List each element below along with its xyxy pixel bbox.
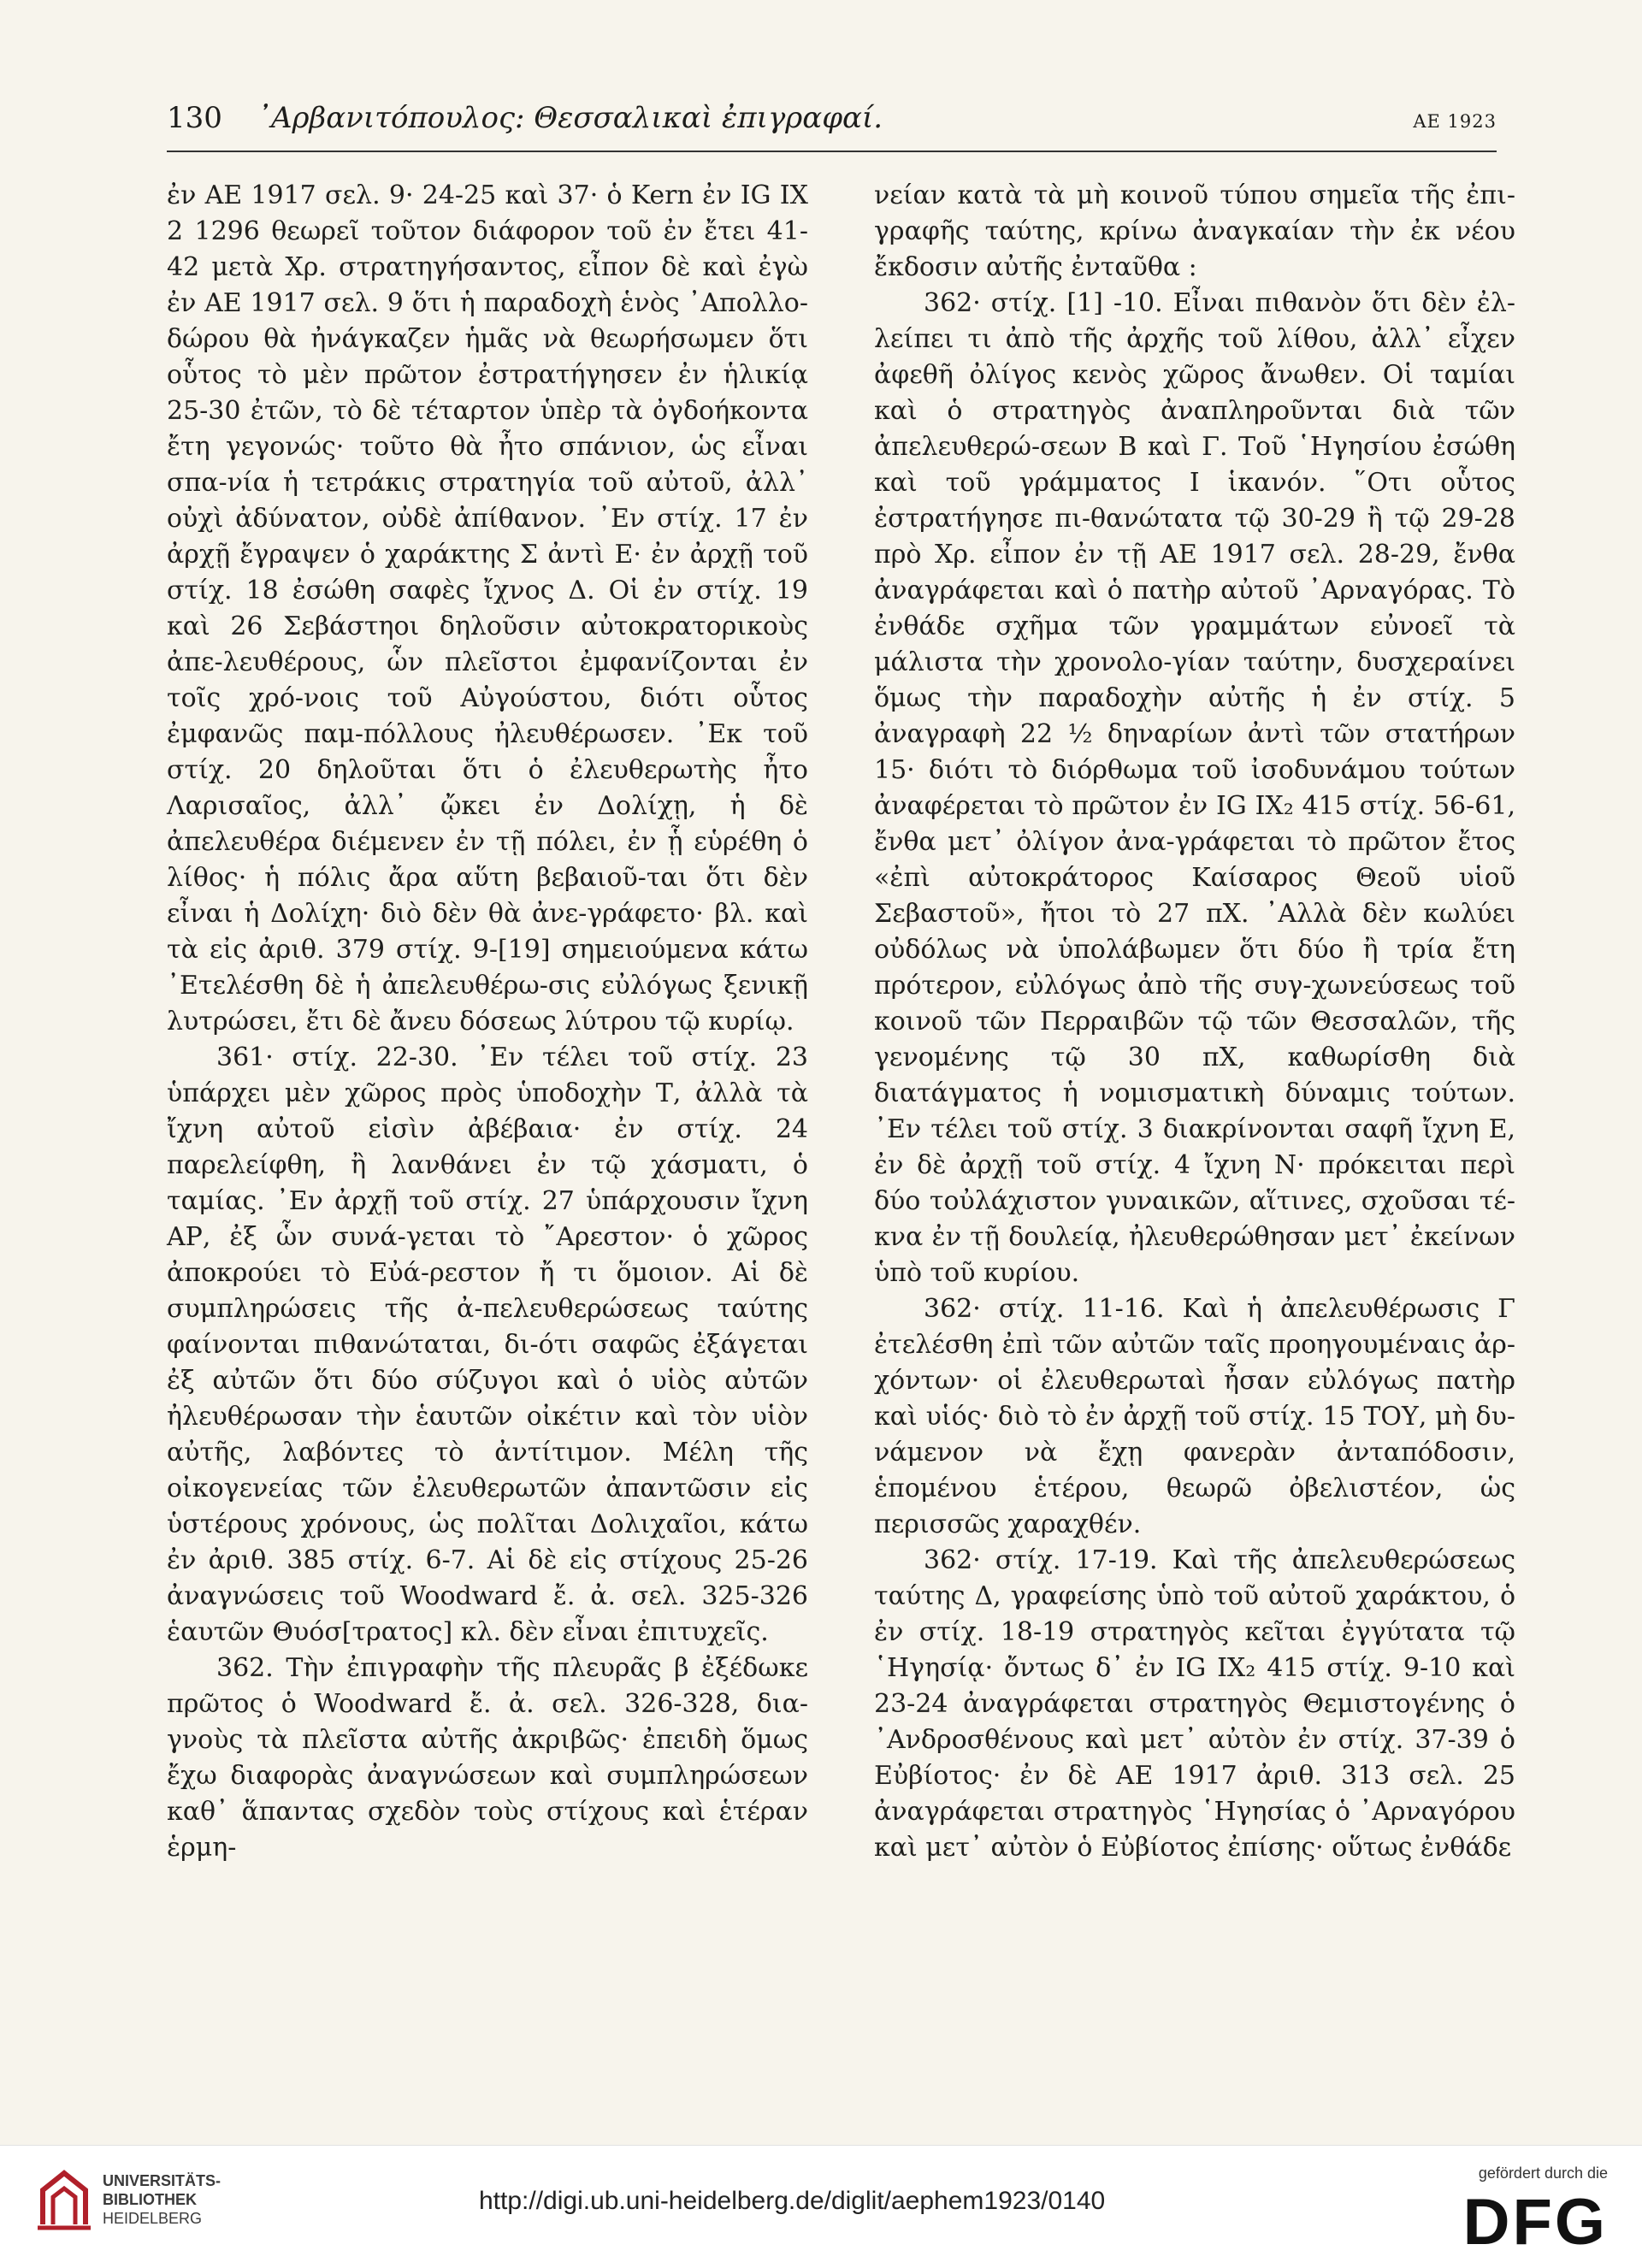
- library-name-line: UNIVERSITÄTS-: [103, 2172, 221, 2189]
- library-name-line: HEIDELBERG: [103, 2210, 203, 2227]
- paragraph: νείαν κατὰ τὰ μὴ κοινοῦ τύπου σημεῖα τῆς ἐπι-γραφῆς ταύτης, κρίνω ἀναγκαίαν τὴν ἐκ νέου ἔκδοσιν αὐτῆς ἐνταῦθα :: [874, 180, 1515, 282]
- paragraph: 362· στίχ. 11-16. Καὶ ἡ ἀπελευθέρωσις Γ ἐτελέσθη ἐπὶ τῶν αὐτῶν ταῖς προηγουμέναις ἀρ-χόντων· οἱ ἐλευθερωταὶ ἦσαν εὐλόγως πατὴρ καὶ υἱός· διὸ τὸ ἐν ἀρχῇ τοῦ στίχ. 15 ΤΟΥ, μὴ δυ-νάμενον νὰ ἔχῃ φανερὰν ἀνταπόδοσιν, ἑπομένου ἑτέρου, θεωρῶ ὀβελιστέον, ὡς περισσῶς χαραχθέν.: [874, 1294, 1515, 1539]
- university-library-logo-icon: [34, 2165, 94, 2233]
- page-header: [167, 101, 1497, 152]
- journal-reference: ΑΕ 1923: [1413, 111, 1497, 132]
- paragraph: ἐν ΑΕ 1917 σελ. 9· 24-25 καὶ 37· ὁ Kern ἐν IG IX 2 1296 θεωρεῖ τοῦτον διάφορον τοῦ ἐν ἔτει 41-42 μετὰ Χρ. στρατηγήσαντος, εἶπον δὲ καὶ ἐγὼ ἐν ΑΕ 1917 σελ. 9 ὅτι ἡ παραδοχὴ ἑνὸς ᾿Απολλο-δώρου θὰ ἠνάγκαζεν ἡμᾶς νὰ θεωρήσωμεν ὅτι οὗτος τὸ μὲν πρῶτον ἐστρατήγησεν ἐν ἡλικίᾳ 25-30 ἐτῶν, τὸ δὲ τέταρτον ὑπὲρ τὰ ὀγδοήκοντα ἔτη γεγονώς· τοῦτο θὰ ἦτο σπάνιον, ὡς εἶναι σπα-νία ἡ τετράκις στρατηγία τοῦ αὐτοῦ, ἀλλ᾿ οὐχὶ ἀδύνατον, οὐδὲ ἀπίθανον. ᾿Εν στίχ. 17 ἐν ἀρχῇ ἔγραψεν ὁ χαράκτης Σ ἀντὶ Ε· ἐν ἀρχῇ τοῦ στίχ. 18 ἐσώθη σαφὲς ἴχνος Δ. Οἱ ἐν στίχ. 19 καὶ 26 Σεβάστηοι δηλοῦσιν αὐτοκρατορικοὺς ἀπε-λευθέρους, ὧν πλεῖστοι ἐμφανίζονται ἐν τοῖς χρό-νοις τοῦ Αὐγούστου, διότι οὗτος ἐμφανῶς παμ-πόλλους ἠλευθέρωσεν. ᾿Εκ τοῦ στίχ. 20 δηλοῦται ὅτι ὁ ἐλευθερωτὴς ἦτο Λαρισαῖος, ἀλλ᾿ ᾤκει ἐν Δολίχῃ, ἡ δὲ ἀπελευθέρα διέμενεν ἐν τῇ πόλει, ἐν ᾗ εὑρέθη ὁ λίθος· ἡ πόλις ἄρα αὕτη βεβαιοῦ-ται ὅτι δὲν εἶναι ἡ Δολίχη· διὸ δὲν θὰ ἀνε-γράφετο· βλ. καὶ τὰ εἰς ἀριθ. 379 στίχ. 9-[19] σημειούμενα κάτω ᾿Ετελέσθη δὲ ἡ ἀπελευθέρω-σις εὐλόγως ξενικῇ λυτρώσει, ἔτι δὲ ἄνευ δόσεως λύτρου τῷ κυρίῳ.: [167, 180, 808, 1037]
- library-name-line: BIBLIOTHEK: [103, 2191, 197, 2208]
- paragraph: 362· στίχ. 17-19. Καὶ τῆς ἀπελευθερώσεως ταύτης Δ, γραφείσης ὑπὸ τοῦ αὐτοῦ χαράκτου, ὁ ἐν στίχ. 18-19 στρατηγὸς κεῖται ἐγγύτατα τῷ ῾Ηγησίᾳ· ὄντως δ᾿ ἐν IG IX₂ 415 στίχ. 9-10 καὶ 23-24 ἀναγράφεται στρατηγὸς Θεμιστογένης ὁ ᾿Ανδροσθένους καὶ μετ᾿ αὐτὸν ἐν στίχ. 37-39 ὁ Εὐβίοτος· ἐν δὲ ΑΕ 1917 ἀριθ. 313 σελ. 25 ἀναγράφεται στρατηγὸς ῾Ηγησίας ὁ ᾿Αρναγόρου καὶ μετ᾿ αὐτὸν ὁ Εὐβίοτος ἐπίσης· οὕτως ἐνθάδε: [874, 1545, 1515, 1863]
- paragraph: 361· στίχ. 22-30. ᾿Εν τέλει τοῦ στίχ. 23 ὑπάρχει μὲν χῶρος πρὸς ὑποδοχὴν Τ, ἀλλὰ τὰ ἴχνη αὐτοῦ εἰσὶν ἀβέβαια· ἐν στίχ. 24 παρελείφθη, ἢ λανθάνει ἐν τῷ χάσματι, ὁ ταμίας. ᾿Εν ἀρχῇ τοῦ στίχ. 27 ὑπάρχουσιν ἴχνη ΑΡ, ἐξ ὧν συνά-γεται τὸ ῎Αρεστον· ὁ χῶρος ἀποκρούει τὸ Εὐά-ρεστον ἤ τι ὅμοιον. Αἱ δὲ συμπληρώσεις τῆς ἀ-πελευθερώσεως ταύτης φαίνονται πιθανώταται, δι-ότι σαφῶς ἐξάγεται ἐξ αὐτῶν ὅτι δύο σύζυγοι καὶ ὁ υἱὸς αὐτῶν ἠλευθέρωσαν τὴν ἑαυτῶν οἰκέτιν καὶ τὸν υἱὸν αὐτῆς, λαβόντες τὸ ἀντίτιμον. Μέλη τῆς οἰκογενείας τῶν ἐλευθερωτῶν ἀπαντῶσιν εἰς ὑστέρους χρόνους, ὡς πολῖται Δολιχαῖοι, κάτω ἐν ἀριθ. 385 στίχ. 6-7. Αἱ δὲ εἰς στίχους 25-26 ἀναγνώσεις τοῦ Woodward ἔ. ἀ. σελ. 325-326 ἑαυτῶν Θυόσ[τρατος] κλ. δὲν εἶναι ἐπιτυχεῖς.: [167, 1042, 808, 1647]
- dfg-logo: DFG: [1462, 2186, 1608, 2259]
- left-column: [167, 178, 808, 1863]
- page-number: 130: [167, 101, 222, 135]
- running-title: ᾿Αρβανιτόπουλος: Θεσσαλικαὶ ἐπιγραφαί.: [257, 101, 883, 135]
- paragraph: 362. Τὴν ἐπιγραφὴν τῆς πλευρᾶς β ἐξέδωκε πρῶτος ὁ Woodward ἔ. ἀ. σελ. 326-328, δια-γνοὺς τὰ πλεῖστα αὐτῆς ἀκριβῶς· ἐπειδὴ ὅμως ἔχω διαφορὰς ἀναγνώσεων καὶ συμπληρώσεων καθ᾿ ἅπαντας σχεδὸν τοὺς στίχους καὶ ἑτέραν ἑρμη-: [167, 1653, 808, 1863]
- permalink-url[interactable]: http://digi.ub.uni-heidelberg.de/diglit/aephem1923/0140: [479, 2187, 1106, 2215]
- library-name: [103, 2171, 221, 2228]
- header-rule: [167, 151, 1497, 152]
- digitization-footer: [0, 2145, 1642, 2268]
- right-column: [874, 178, 1515, 1863]
- sponsor-text: gefördert durch die: [1478, 2165, 1608, 2182]
- paragraph: 362· στίχ. [1] -10. Εἶναι πιθανὸν ὅτι δὲν ἐλ-λείπει τι ἀπὸ τῆς ἀρχῆς τοῦ λίθου, ἀλλ᾿ εἶχεν ἀφεθῆ ὀλίγος κενὸς χῶρος ἄνωθεν. Οἱ ταμίαι καὶ ὁ στρατηγὸς ἀναπληροῦνται διὰ τῶν ἀπελευθερώ-σεων Β καὶ Γ. Τοῦ ῾Ηγησίου ἐσώθη καὶ τοῦ γράμματος Ι ἱκανόν. ῞Οτι οὗτος ἐστρατήγησε πι-θανώτατα τῷ 30-29 ἢ τῷ 29-28 πρὸ Χρ. εἶπον ἐν τῇ ΑΕ 1917 σελ. 28-29, ἔνθα ἀναγράφεται καὶ ὁ πατὴρ αὐτοῦ ᾿Αρναγόρας. Τὸ ἐνθάδε σχῆμα τῶν γραμμάτων εὐνοεῖ τὰ μάλιστα τὴν χρονολο-γίαν ταύτην, δυσχεραίνει ὅμως τὴν παραδοχὴν αὐτῆς ἡ ἐν στίχ. 5 ἀναγραφὴ 22 ½ δηναρίων ἀντὶ τῶν στατήρων 15· διότι τὸ διόρθωμα τοῦ ἰσοδυνάμου τούτων ἀναφέρεται τὸ πρῶτον ἐν IG IX₂ 415 στίχ. 56-61, ἔνθα μετ᾿ ὀλίγον ἀνα-γράφεται τὸ πρῶτον ἔτος «ἐπὶ αὐτοκράτορος Καίσαρος Θεοῦ υἱοῦ Σεβαστοῦ», ἤτοι τὸ 27 πΧ. ᾿Αλλὰ δὲν κωλύει οὐδόλως νὰ ὑπολάβωμεν ὅτι δύο ἢ τρία ἔτη πρότερον, εὐλόγως ἀπὸ τῆς συγ-χωνεύσεως τοῦ κοινοῦ τῶν Περραιβῶν τῷ τῶν Θεσσαλῶν, τῆς γενομένης τῷ 30 πΧ, καθωρίσθη διὰ διατάγματος ἡ νομισματικὴ δύναμις τούτων. ᾿Εν τέλει τοῦ στίχ. 3 διακρίνονται σαφῆ ἴχνη Ε, ἐν δὲ ἀρχῇ τοῦ στίχ. 4 ἴχνη Ν· πρόκειται περὶ δύο τοὐλάχιστον γυναικῶν, αἵτινες, σχοῦσαι τέ-κνα ἐν τῇ δουλείᾳ, ἠλευθερώθησαν μετ᾿ ἐκείνων ὑπὸ τοῦ κυρίου.: [874, 288, 1515, 1288]
